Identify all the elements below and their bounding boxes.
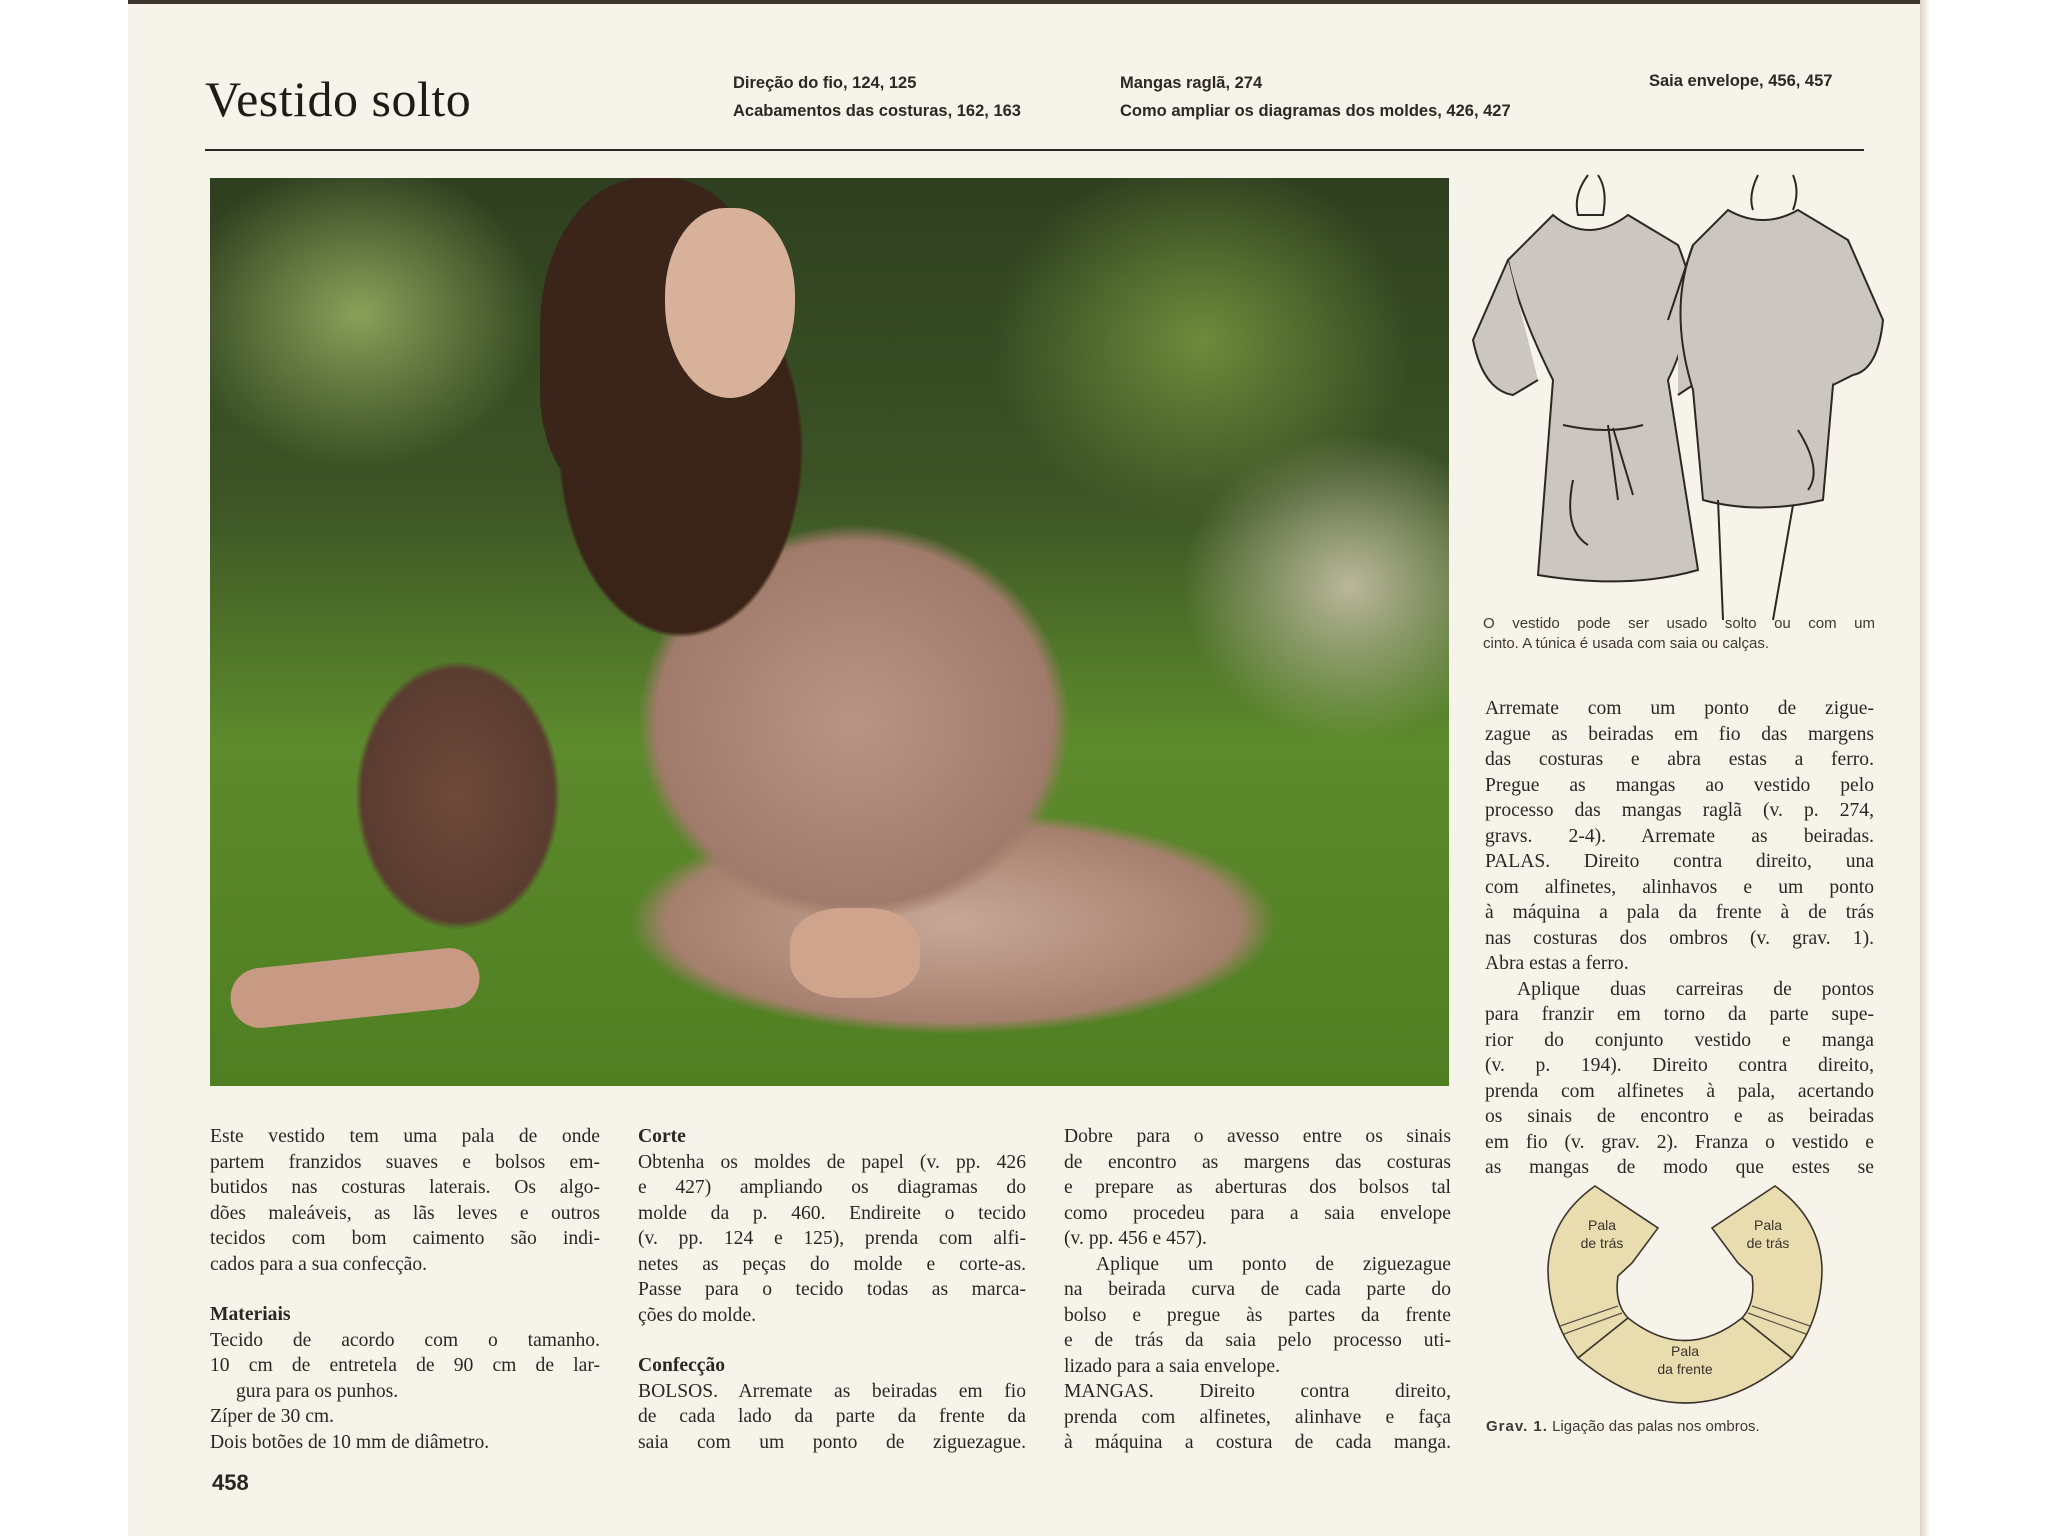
body-line: e prepare as aberturas dos bolsos tal bbox=[1064, 1177, 1451, 1198]
body-line: e 427) ampliando os diagramas do bbox=[638, 1177, 1026, 1198]
body-line: em fio (v. grav. 2). Franza o vestido e bbox=[1485, 1131, 1874, 1153]
photo-arm bbox=[228, 945, 483, 1031]
header-rule bbox=[205, 149, 1864, 151]
cross-reference-group-2 bbox=[1120, 69, 1511, 125]
body-line: partem franzidos suaves e bolsos em- bbox=[210, 1151, 600, 1173]
label-back-left-1: Pala bbox=[1587, 1217, 1617, 1233]
body-line: PALAS. Direito contra direito, una bbox=[1485, 851, 1874, 872]
cut-heading: Corte bbox=[638, 1126, 686, 1147]
materials-heading: Materiais bbox=[210, 1304, 291, 1325]
figure-caption bbox=[1486, 1418, 1760, 1435]
body-line: processo das mangas raglã (v. p. 274, bbox=[1485, 800, 1874, 821]
body-line: Abra estas a ferro. bbox=[1485, 953, 1629, 974]
materials-line: gura para os punhos. bbox=[236, 1380, 399, 1402]
body-line: saia com um ponto de ziguezague. bbox=[638, 1431, 1026, 1453]
body-line: Pregue as mangas ao vestido pelo bbox=[1485, 774, 1874, 796]
cross-reference: Acabamentos das costuras, 162, 163 bbox=[733, 102, 1021, 120]
dress-photo bbox=[210, 178, 1449, 1086]
body-line: das costuras e abra estas a ferro. bbox=[1485, 749, 1874, 770]
label-front-2: da frente bbox=[1657, 1361, 1713, 1377]
body-line: Aplique duas carreiras de pontos bbox=[1517, 978, 1874, 1000]
caption-line: cinto. A túnica é usada com saia ou calças. bbox=[1483, 635, 1770, 652]
cross-reference: Como ampliar os diagramas dos moldes, 426, 427 bbox=[1120, 102, 1511, 120]
page-number: 458 bbox=[212, 1470, 249, 1495]
body-line: rior do conjunto vestido e manga bbox=[1485, 1029, 1874, 1051]
body-line: molde da p. 460. Endireite o tecido bbox=[638, 1202, 1026, 1224]
body-line: cados para a sua confecção. bbox=[210, 1253, 428, 1275]
figure-caption-prefix: Grav. 1. bbox=[1486, 1418, 1548, 1435]
column-2 bbox=[638, 1124, 1026, 1455]
body-line: na beirada curva de cada parte do bbox=[1064, 1279, 1451, 1300]
body-line: MANGAS. Direito contra direito, bbox=[1064, 1381, 1451, 1402]
making-heading: Confecção bbox=[638, 1355, 726, 1376]
body-line: dões maleáveis, as lãs leves e outros bbox=[210, 1202, 600, 1224]
body-line: (v. pp. 124 e 125), prenda com alfi- bbox=[638, 1228, 1026, 1249]
page-title: Vestido solto bbox=[205, 71, 472, 127]
yoke-diagram bbox=[1540, 1168, 1830, 1408]
body-line: as mangas de modo que estes se bbox=[1485, 1157, 1874, 1178]
photo-face bbox=[665, 208, 795, 398]
body-line: (v. p. 194). Direito contra direito, bbox=[1485, 1055, 1874, 1076]
column-1 bbox=[210, 1124, 600, 1455]
dress-sketch bbox=[1468, 170, 1888, 620]
body-line: zague as beiradas em fio das margens bbox=[1485, 723, 1874, 745]
body-line: Aplique um ponto de ziguezague bbox=[1096, 1253, 1451, 1275]
body-line: à máquina a pala da frente à de trás bbox=[1485, 902, 1874, 923]
figure-caption-text: Ligação das palas nos ombros. bbox=[1552, 1418, 1760, 1435]
body-line: lizado para a saia envelope. bbox=[1064, 1355, 1280, 1377]
body-line: para franzir em torno da parte supe- bbox=[1485, 1004, 1874, 1025]
cross-reference-group-1 bbox=[733, 69, 1021, 125]
materials-line: Tecido de acordo com o tamanho. bbox=[210, 1329, 600, 1351]
body-line: de cada lado da parte da frente da bbox=[638, 1406, 1026, 1427]
body-line: prenda com alfinetes, alinhave e faça bbox=[1064, 1406, 1451, 1428]
body-line: nas costuras dos ombros (v. grav. 1). bbox=[1485, 927, 1874, 949]
cross-reference-group-3 bbox=[1649, 67, 1832, 95]
body-line: BOLSOS. Arremate as beiradas em fio bbox=[638, 1380, 1026, 1402]
body-line: e de trás da saia pelo processo uti- bbox=[1064, 1330, 1451, 1351]
body-line: (v. pp. 456 e 457). bbox=[1064, 1228, 1207, 1249]
cross-reference: Direção do fio, 124, 125 bbox=[733, 74, 917, 92]
materials-line: Dois botões de 10 mm de diâmetro. bbox=[210, 1431, 490, 1453]
body-line: de encontro as margens das costuras bbox=[1064, 1151, 1451, 1173]
body-line: Este vestido tem uma pala de onde bbox=[210, 1126, 600, 1147]
body-line: como procedeu para a saia envelope bbox=[1064, 1202, 1451, 1224]
cross-reference: Saia envelope, 456, 457 bbox=[1649, 72, 1833, 90]
column-4 bbox=[1485, 696, 1874, 1181]
body-line: Dobre para o avesso entre os sinais bbox=[1064, 1126, 1451, 1147]
body-line: os sinais de encontro e as beiradas bbox=[1485, 1106, 1874, 1127]
materials-line: Zíper de 30 cm. bbox=[210, 1406, 335, 1427]
body-line: butidos nas costuras laterais. Os algo- bbox=[210, 1177, 600, 1198]
sketch-caption bbox=[1483, 614, 1875, 654]
cross-reference: Mangas raglã, 274 bbox=[1120, 74, 1263, 92]
column-3 bbox=[1064, 1124, 1451, 1456]
body-line: prenda com alfinetes à pala, acertando bbox=[1485, 1080, 1874, 1102]
photo-hand bbox=[790, 908, 920, 998]
body-line: tecidos com bom caimento são indi- bbox=[210, 1228, 600, 1249]
label-back-right-2: de trás bbox=[1746, 1235, 1790, 1251]
body-line: Arremate com um ponto de zigue- bbox=[1485, 698, 1874, 719]
body-line: gravs. 2-4). Arremate as beiradas. bbox=[1485, 825, 1874, 847]
page-edge bbox=[1920, 0, 1930, 1536]
materials-line: 10 cm de entretela de 90 cm de lar- bbox=[210, 1355, 600, 1376]
body-line: bolso e pregue às partes da frente bbox=[1064, 1304, 1451, 1326]
body-line: à máquina a costura de cada manga. bbox=[1064, 1432, 1451, 1453]
label-front-1: Pala bbox=[1670, 1343, 1700, 1359]
body-line: com alfinetes, alinhavos e um ponto bbox=[1485, 876, 1874, 898]
body-line: Passe para o tecido todas as marca- bbox=[638, 1279, 1026, 1300]
caption-line: O vestido pode ser usado solto ou com um bbox=[1483, 615, 1875, 632]
body-line: Obtenha os moldes de papel (v. pp. 426 bbox=[638, 1151, 1026, 1173]
body-line: netes as peças do molde e corte-as. bbox=[638, 1253, 1026, 1275]
label-back-right-1: Pala bbox=[1753, 1217, 1783, 1233]
top-border bbox=[128, 0, 1920, 4]
body-line: ções do molde. bbox=[638, 1304, 757, 1326]
label-back-left-2: de trás bbox=[1580, 1235, 1624, 1251]
